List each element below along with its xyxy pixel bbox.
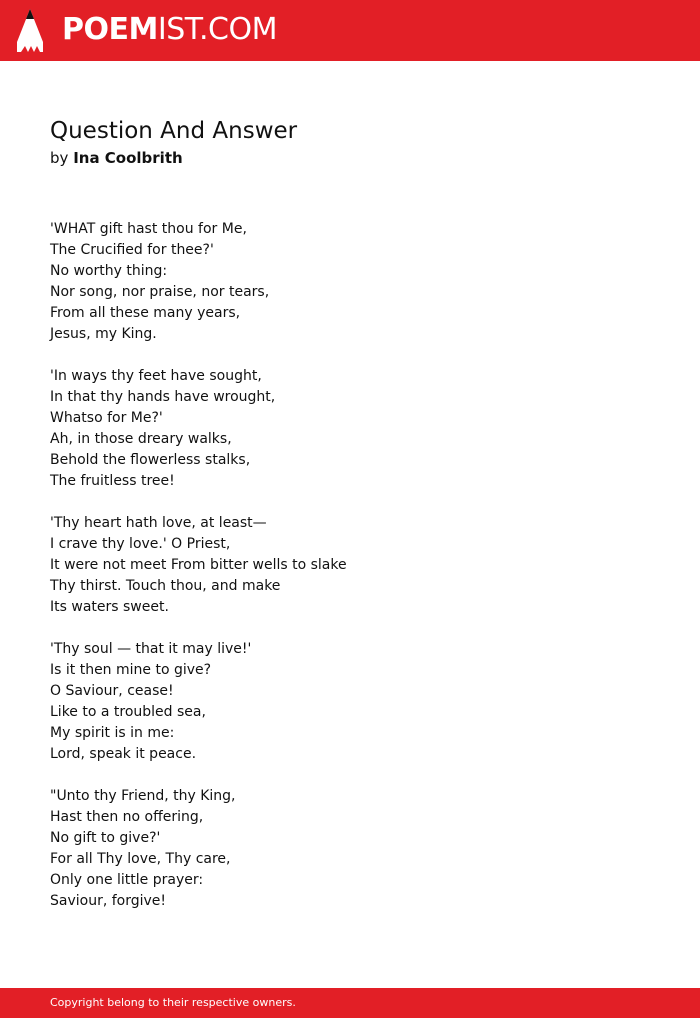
poem-line: Ah, in those dreary walks, <box>50 431 232 447</box>
poem-line: No worthy thing: <box>50 263 168 279</box>
site-header <box>0 0 700 61</box>
by-label: by <box>50 149 69 167</box>
stanza <box>50 786 650 912</box>
logo-light-text: IST.COM <box>157 12 277 47</box>
poem-line: From all these many years, <box>50 305 241 321</box>
poem-line: Is it then mine to give? <box>50 662 212 678</box>
stanza <box>50 366 650 492</box>
copyright-text: Copyright belong to their respective owners. <box>50 996 296 1009</box>
poem-line: The fruitless tree! <box>50 473 175 489</box>
poem-line: Whatso for Me?' <box>50 410 163 426</box>
poem-line: My spirit is in me: <box>50 725 175 741</box>
poem-content <box>50 115 650 933</box>
poem-line: Jesus, my King. <box>50 326 157 342</box>
poem-line: Its waters sweet. <box>50 599 169 615</box>
site-logo[interactable] <box>62 12 277 48</box>
poem-line: O Saviour, cease! <box>50 683 174 699</box>
poem-body <box>50 219 650 912</box>
poem-line: No gift to give?' <box>50 830 161 846</box>
poem-line: 'Thy heart hath love, at least— <box>50 515 267 531</box>
poem-line: In that thy hands have wrought, <box>50 389 276 405</box>
poem-title: Question And Answer <box>50 118 298 144</box>
poem-line: Behold the flowerless stalks, <box>50 452 251 468</box>
poem-line: 'In ways thy feet have sought, <box>50 368 262 384</box>
logo-bold-text: POEM <box>62 12 158 47</box>
poem-line: Saviour, forgive! <box>50 893 167 909</box>
poem-line: Only one little prayer: <box>50 872 204 888</box>
poem-line: For all Thy love, Thy care, <box>50 851 231 867</box>
poem-line: Thy thirst. Touch thou, and make <box>50 578 281 594</box>
stanza <box>50 219 650 345</box>
poem-line: I crave thy love.' O Priest, <box>50 536 231 552</box>
site-footer <box>0 988 700 1018</box>
poem-line: Nor song, nor praise, nor tears, <box>50 284 270 300</box>
poem-line: 'Thy soul — that it may live!' <box>50 641 252 657</box>
pencil-icon[interactable] <box>17 9 43 52</box>
poem-line: Lord, speak it peace. <box>50 746 197 762</box>
byline <box>50 147 650 169</box>
poem-line: Like to a troubled sea, <box>50 704 206 720</box>
stanza <box>50 639 650 765</box>
poem-line: Hast then no offering, <box>50 809 204 825</box>
poem-line: It were not meet From bitter wells to slake <box>50 557 347 573</box>
poem-line: "Unto thy Friend, thy King, <box>50 788 236 804</box>
stanza <box>50 513 650 618</box>
poem-line: The Crucified for thee?' <box>50 242 214 258</box>
poem-line: 'WHAT gift hast thou for Me, <box>50 221 247 237</box>
author-name: Ina Coolbrith <box>73 149 183 167</box>
